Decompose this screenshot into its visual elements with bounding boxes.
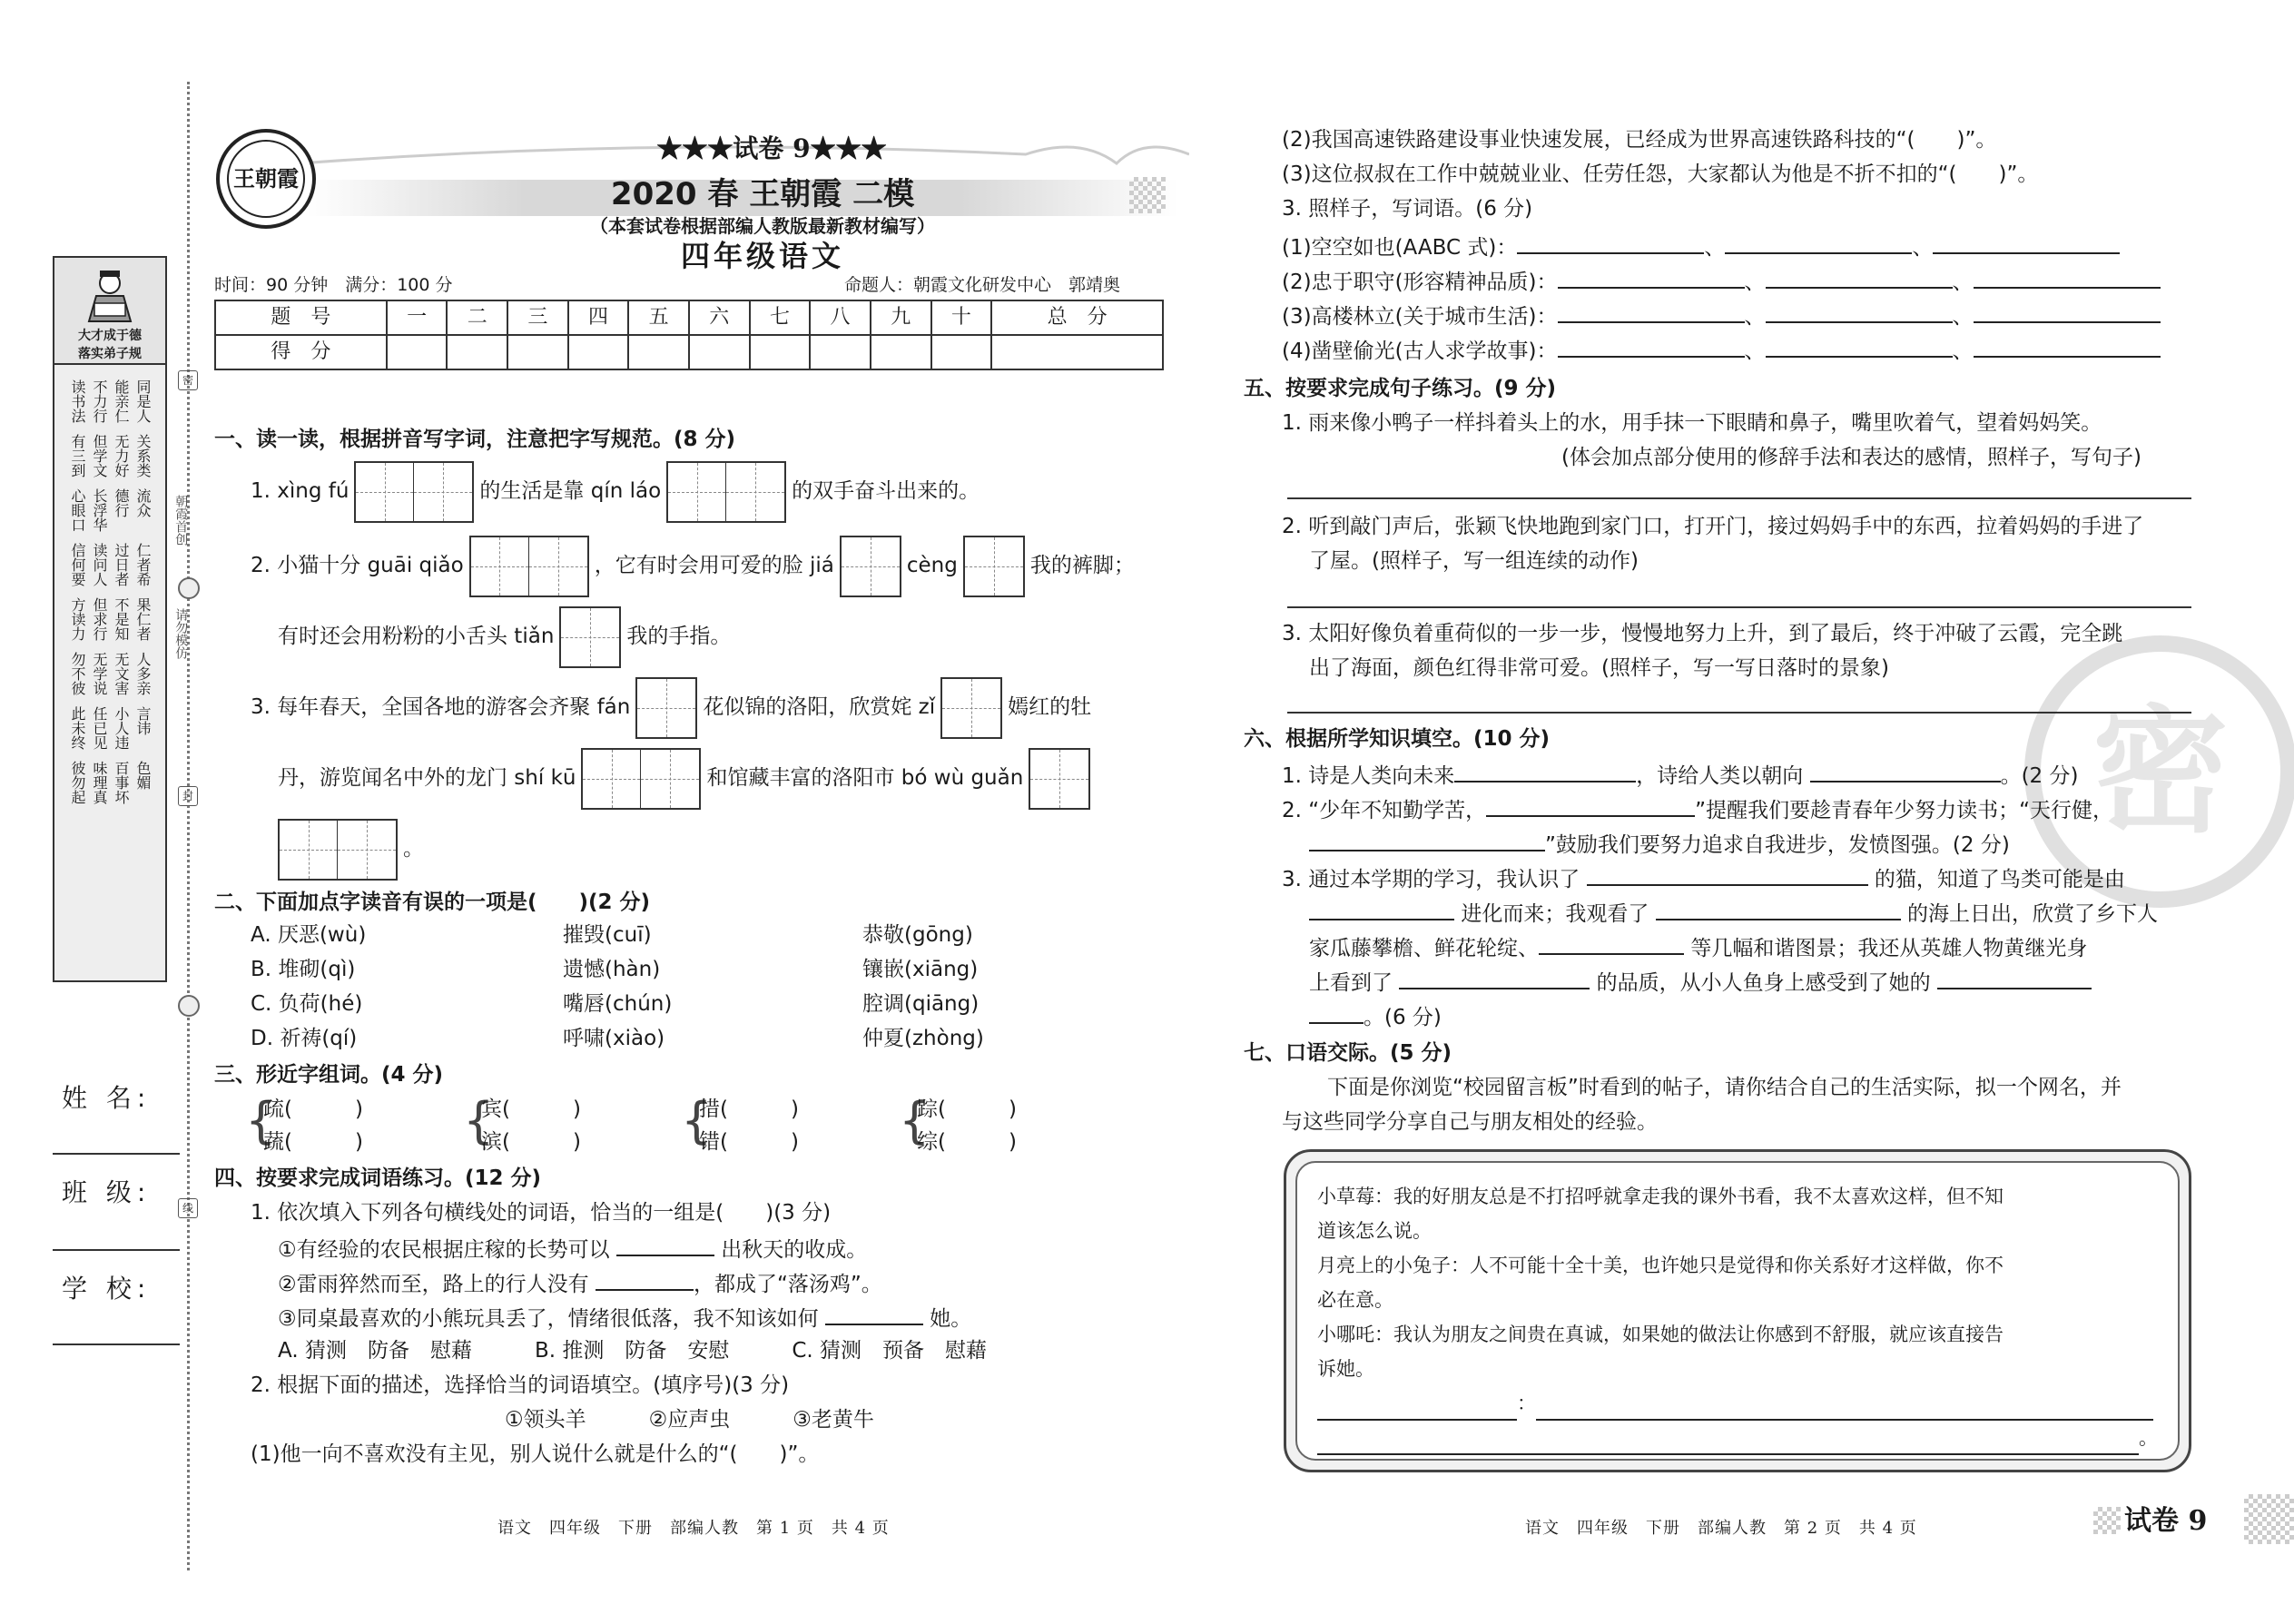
blank[interactable] xyxy=(1558,267,1745,289)
score-table-header-cell: 五 xyxy=(628,300,689,335)
sidebar-verse-column: 心眼口 xyxy=(69,488,86,532)
similar-char-blank[interactable]: 措( ) xyxy=(699,1097,799,1121)
blank[interactable] xyxy=(1937,968,2092,989)
brace-icon: { xyxy=(463,1092,495,1149)
tianzige-box[interactable] xyxy=(963,536,1025,597)
s1-q1-pinyin-1: 1. xìng fú xyxy=(251,479,350,504)
sidebar-verse-column: 果仁者 xyxy=(134,597,152,641)
word-pinyin: 仲夏(zhòng) xyxy=(862,1027,984,1050)
s6-q3-cont2 xyxy=(1309,933,2087,963)
s6-q3-text: 3. 通过本学期的学习，我认识了 xyxy=(1282,868,1580,891)
s4-q1: 1. 依次填入下列各句横线处的词语，恰当的一组是( )(3 分) xyxy=(251,1201,832,1225)
s1-q2-text-1: 2. 小猫十分 guāi qiǎo xyxy=(251,554,464,578)
scholar-icon xyxy=(78,269,142,323)
section-7-title: 七、口语交际。(5 分) xyxy=(1244,1041,1452,1065)
mi-seal-icon: 密 xyxy=(178,370,198,390)
binding-line xyxy=(187,82,190,1570)
reply-field[interactable] xyxy=(1317,1433,2139,1455)
answer-line[interactable] xyxy=(1287,606,2191,608)
s6-q2-cont xyxy=(1309,830,2010,860)
s6-q3-text-4: 的海上日出，欣赏了乡下人 xyxy=(1906,902,2158,926)
s5-q3-cont: 出了海面，颜色红得非常可爱。(照样子，写一写日落时的景象) xyxy=(1309,656,1889,680)
sidebar-verse xyxy=(60,706,160,750)
s4-q1-3 xyxy=(278,1304,971,1334)
message-1-line-2: 道该怎么说。 xyxy=(1317,1220,1432,1242)
name-label: 姓 名: xyxy=(62,1083,152,1113)
blank[interactable] xyxy=(825,1304,923,1325)
s1-q1-pinyin-2: 的生活是靠 qín láo xyxy=(479,479,662,504)
author: 命题人：朝霞文化研发中心 郭靖奥 xyxy=(844,275,1121,295)
word-pinyin: 腔调(qiāng) xyxy=(862,992,980,1016)
checker-decoration xyxy=(2093,1507,2121,1534)
s4-q2-3: (3)这位叔叔在工作中兢兢业业、任劳任怨，大家都认为他是不折不扣的“( )”。 xyxy=(1282,162,2039,186)
s1-q3-cont xyxy=(278,748,1090,810)
exam-title xyxy=(508,174,1017,214)
tianzige-box[interactable] xyxy=(278,819,398,881)
sidebar-verse-column: 有三到 xyxy=(69,434,86,477)
score-table-header-cell: 题 号 xyxy=(215,300,387,335)
score-table-header-cell: 十 xyxy=(931,300,992,335)
blank[interactable] xyxy=(1309,830,1545,851)
s6-q3-text-6: 等几幅和谐图景；我还从英雄人物黄继光身 xyxy=(1690,937,2088,960)
s4-q1-1 xyxy=(278,1235,867,1265)
xian-seal-icon: 线 xyxy=(178,1198,198,1218)
separator: 、 xyxy=(1952,271,1974,294)
score-table-header-row xyxy=(215,300,1163,335)
s1-q2-text-2: ，它有时会用可爱的脸 jiá xyxy=(594,554,834,578)
s1-q1 xyxy=(251,461,980,523)
sidebar-verse xyxy=(60,761,160,804)
separator: 、 xyxy=(1704,236,1726,260)
tianzige-box[interactable] xyxy=(940,677,1002,739)
s6-q3-text-3: 进化而来；我观看了 xyxy=(1461,902,1649,926)
class-label: 班 级: xyxy=(62,1177,152,1207)
s6-q2-text: 2. “少年不知勤学苦， xyxy=(1282,799,1487,822)
blank[interactable] xyxy=(1309,1002,1364,1024)
reply-line-1 xyxy=(1317,1386,2158,1421)
colon: ： xyxy=(1517,1393,1536,1414)
similar-char-blank[interactable]: 综( ) xyxy=(917,1130,1017,1154)
word-pinyin: 呼啸(xiào) xyxy=(563,1027,665,1050)
subject-title: 四年级语文 xyxy=(680,239,844,273)
s4-q3-4-label: (4)凿壁偷光(古人求学故事)： xyxy=(1282,340,1558,363)
sidebar-verse-column: 无学说 xyxy=(91,652,108,695)
exam-badge: 试卷 9 xyxy=(2124,1505,2208,1537)
seal-text-2: 请勿模仿 xyxy=(173,608,189,659)
similar-char-blank[interactable]: 错( ) xyxy=(699,1130,799,1154)
sidebar-verse-column: 读书法 xyxy=(69,379,86,423)
sidebar-verse-column: 关系类 xyxy=(134,434,152,477)
section-4-title: 四、按要求完成词语练习。(12 分) xyxy=(214,1166,542,1190)
sidebar-panel xyxy=(53,256,167,982)
s4-q3-1-label: (1)空空如也(AABC 式)： xyxy=(1282,236,1518,260)
separator: 、 xyxy=(1744,271,1766,294)
blank[interactable] xyxy=(1725,232,1912,254)
tianzige-box[interactable] xyxy=(840,536,901,597)
sidebar-verse-column: 读问人 xyxy=(91,543,108,586)
sidebar-verse-column: 不力行 xyxy=(91,379,108,423)
s6-q3-text-7: 上看到了 xyxy=(1309,971,1393,995)
score-table-header-cell: 三 xyxy=(507,300,568,335)
s1-q2-text-4: 我的裤脚； xyxy=(1029,554,1135,578)
brace-icon: { xyxy=(899,1092,930,1149)
s6-q2-end: ”鼓励我们要努力追求自我进步，发愤图强。(2 分) xyxy=(1545,833,2010,857)
score-table-header-cell: 九 xyxy=(871,300,931,335)
sidebar-verse-column: 但求行 xyxy=(91,597,108,641)
sidebar-verse-column: 方读力 xyxy=(69,597,86,641)
s6-q3-cont4 xyxy=(1309,1002,1442,1032)
section-1-title: 一、读一读，根据拼音写字词，注意把字写规范。(8 分) xyxy=(214,428,736,451)
message-2-line-2: 必在意。 xyxy=(1317,1289,1393,1311)
footer-left: 语文 四年级 下册 部编人教 第 1 页 共 4 页 xyxy=(497,1519,890,1538)
s6-q3-text-8: 的品质，从小人鱼身上感受到了她的 xyxy=(1596,971,1931,995)
choice-option[interactable]: B. 堆砌(qì) xyxy=(251,958,356,981)
blank[interactable] xyxy=(1587,864,1868,886)
section-5-title: 五、按要求完成句子练习。(9 分) xyxy=(1244,377,1557,400)
s4-q1-3-text: ③同桌最喜欢的小熊玩具丢了，情绪很低落，我不知该如何 xyxy=(278,1307,819,1331)
word-pinyin: 镶嵌(xiāng) xyxy=(862,958,979,981)
blank[interactable] xyxy=(1558,301,1745,323)
s1-q3-text-3: 嫣红的牡 xyxy=(1008,695,1092,720)
s6-q1-text-2: ，诗给人类以朝向 xyxy=(1636,764,1804,788)
s6-q3-cont3 xyxy=(1309,968,2092,998)
s1-q2 xyxy=(251,536,1135,597)
score-table-header-cell: 七 xyxy=(750,300,811,335)
score-cell[interactable] xyxy=(991,335,1163,369)
s4-q3: 3. 照样子，写词语。(6 分) xyxy=(1282,197,1533,221)
separator: 、 xyxy=(1952,340,1974,363)
s6-q3 xyxy=(1282,864,2125,894)
footer-right: 语文 四年级 下册 部编人教 第 2 页 共 4 页 xyxy=(1525,1519,1917,1538)
s4-q1-1-text: ①有经验的农民根据庄稼的长势可以 xyxy=(278,1238,610,1262)
s1-q3 xyxy=(251,677,1091,739)
sidebar-verse-column: 德行 xyxy=(113,488,130,517)
separator: 、 xyxy=(1952,305,1974,329)
sidebar-verse-column: 能亲仁 xyxy=(113,379,130,423)
word-pinyin: 摧毁(cuī) xyxy=(563,923,652,947)
score-cell[interactable] xyxy=(447,335,507,369)
brace-icon: { xyxy=(245,1092,277,1149)
blank[interactable] xyxy=(1399,968,1590,989)
sidebar-verse-column: 彼勿起 xyxy=(69,761,86,804)
reply-line-2 xyxy=(1317,1421,2158,1455)
s4-q3-3 xyxy=(1282,301,2161,331)
s6-q1-end: 。(2 分) xyxy=(2000,764,2079,788)
score-cell[interactable] xyxy=(931,335,992,369)
score-table-header-cell: 总 分 xyxy=(991,300,1163,335)
blank[interactable] xyxy=(1974,267,2161,289)
s4-q2-1: (1)他一向不喜欢没有主见，别人说什么就是什么的“( )”。 xyxy=(251,1442,820,1466)
sidebar-verse-column: 但学文 xyxy=(91,434,108,477)
blank[interactable] xyxy=(616,1235,714,1256)
s5-q1-note: (体会加点部分使用的修辞手法和表达的感情，照样子，写句子) xyxy=(1561,446,2141,469)
s4-q1-1-end: 出秋天的收成。 xyxy=(721,1238,868,1262)
sidebar-motto-2: 落实弟子规 xyxy=(78,347,142,361)
s4-q2-options: ①领头羊 ②应声虫 ③老黄牛 xyxy=(505,1408,874,1432)
tianzige-box[interactable] xyxy=(581,748,701,810)
s4-q1-2-end: ，都成了“落汤鸡”。 xyxy=(693,1273,882,1296)
s6-q1-text: 1. 诗是人类向未来 xyxy=(1282,764,1455,788)
s4-q2: 2. 根据下面的描述，选择恰当的词语填空。(填序号)(3 分) xyxy=(251,1373,790,1397)
blank[interactable] xyxy=(1933,232,2120,254)
seal-text-1: 朝霞首创 xyxy=(173,495,189,546)
sidebar-verse-column: 同是人 xyxy=(134,379,152,423)
s4-q1-3-end: 她。 xyxy=(930,1307,972,1331)
score-cell[interactable] xyxy=(628,335,689,369)
similar-char-blank[interactable]: 宾( ) xyxy=(481,1097,581,1121)
sidebar-verse-column: 仁者希 xyxy=(134,543,152,586)
s1-q3-text-2: 花似锦的洛阳，欣赏姹 zǐ xyxy=(703,695,936,720)
blank[interactable] xyxy=(1766,267,1953,289)
similar-char-blank[interactable]: 蔬( ) xyxy=(263,1130,363,1154)
s6-q2 xyxy=(1282,795,2113,825)
score-cell[interactable] xyxy=(871,335,931,369)
message-board xyxy=(1284,1149,2191,1472)
period: 。 xyxy=(2139,1427,2158,1449)
blank[interactable] xyxy=(1974,336,2161,358)
score-cell[interactable] xyxy=(387,335,448,369)
exam-number: ★★★试卷 9★★★ xyxy=(656,133,887,163)
reply-field[interactable] xyxy=(1536,1399,2153,1421)
s6-q3-text-5: 家瓜藤攀檐、鲜花轮绽、 xyxy=(1309,937,1539,960)
s1-q3-cont2 xyxy=(278,819,424,881)
s4-q3-2-label: (2)忠于职守(形容精神品质)： xyxy=(1282,271,1558,294)
exam-title-brand: 王朝霞 xyxy=(749,176,842,212)
s1-q2-text-5: 有时还会用粉粉的小舌头 tiǎn xyxy=(278,625,555,649)
sidebar-motto-1: 大才成于德 xyxy=(78,329,142,343)
tianzige-box[interactable] xyxy=(635,677,697,739)
blank[interactable] xyxy=(1517,232,1704,254)
s5-q2: 2. 听到敲门声后，张颖飞快地跑到家门口，打开门，接过妈妈手中的东西，拉着妈妈的手进了 xyxy=(1282,515,2144,538)
s4-q2-2: (2)我国高速铁路建设事业快速发展，已经成为世界高速铁路科技的“( )”。 xyxy=(1282,128,1997,152)
s6-q1 xyxy=(1282,761,2078,791)
score-table-header-cell: 一 xyxy=(387,300,448,335)
s5-q3: 3. 太阳好像负着重荷似的一步一步，慢慢地努力上升，到了最后，终于冲破了云霞，完全跳 xyxy=(1282,622,2123,645)
tianzige-box[interactable] xyxy=(469,536,589,597)
sidebar-verse-column: 味理真 xyxy=(91,761,108,804)
separator: 、 xyxy=(1912,236,1934,260)
exam-subtitle: （本套试卷根据部编人教版最新教材编写） xyxy=(590,215,935,237)
exam-title-year: 2020 春 xyxy=(610,176,739,212)
nickname-field[interactable] xyxy=(1317,1399,1517,1421)
message-1-line-1: 小草莓：我的好朋友总是不打招呼就拿走我的课外书看，我不太喜欢这样，但不知 xyxy=(1317,1186,2004,1207)
sidebar-verse-column: 此未终 xyxy=(69,706,86,750)
sidebar-verse-column: 百事坏 xyxy=(113,761,130,804)
separator: 、 xyxy=(1744,340,1766,363)
s4-q3-1 xyxy=(1282,232,2120,262)
separator: 、 xyxy=(1744,305,1766,329)
sidebar-verse xyxy=(60,652,160,695)
time-score: 时间：90 分钟 满分：100 分 xyxy=(214,275,453,295)
blank[interactable] xyxy=(1539,933,1684,955)
message-3-line-1: 小哪吒：我认为朋友之间贵在真诚，如果她的做法让你感到不舒服，就应该直接告 xyxy=(1317,1324,2004,1345)
answer-line[interactable] xyxy=(1287,497,2191,499)
sidebar-verse-column: 不是知 xyxy=(113,597,130,641)
sidebar-verse xyxy=(60,379,160,423)
score-cell[interactable] xyxy=(568,335,629,369)
class-field[interactable] xyxy=(53,1249,180,1251)
score-table-header-cell: 六 xyxy=(689,300,750,335)
message-3-line-2: 诉她。 xyxy=(1317,1358,1374,1380)
brand-logo xyxy=(216,129,316,229)
punch-hole-icon xyxy=(178,577,200,599)
section-2-title: 二、下面加点字读音有误的一项是( )(2 分) xyxy=(214,891,651,914)
sidebar-verse-column: 任已见 xyxy=(91,706,108,750)
s1-q2-cont xyxy=(278,606,731,668)
sidebar-verse-column: 言讳 xyxy=(134,706,152,735)
score-table-header-cell: 八 xyxy=(810,300,871,335)
s1-q1-end: 的双手奋斗出来的。 xyxy=(792,479,980,504)
s1-q2-text-6: 我的手指。 xyxy=(626,625,732,649)
sidebar-verse-column: 色媚 xyxy=(134,761,152,790)
sidebar-verse xyxy=(60,488,160,532)
s1-q3-text-5: 和馆藏丰富的洛阳市 bó wù guǎn xyxy=(706,766,1024,791)
word-pinyin: 嘴唇(chún) xyxy=(563,992,673,1016)
blank[interactable] xyxy=(1974,301,2161,323)
sidebar-verse-column: 流众 xyxy=(134,488,152,517)
tianzige-box[interactable] xyxy=(666,461,786,523)
choice-option[interactable]: C. 负荷(hé) xyxy=(251,992,363,1016)
similar-char-blank[interactable]: 踪( ) xyxy=(917,1097,1017,1121)
name-field[interactable] xyxy=(53,1153,180,1155)
score-cell[interactable] xyxy=(750,335,811,369)
exam-title-type: 二模 xyxy=(852,176,915,212)
sidebar-verse-column: 勿不彼 xyxy=(69,652,86,695)
s7-intro-2: 与这些同学分享自己与朋友相处的经验。 xyxy=(1282,1110,1658,1134)
s4-q3-4 xyxy=(1282,336,2161,366)
score-table-header-cell: 四 xyxy=(568,300,629,335)
score-table xyxy=(214,300,1164,370)
tianzige-box[interactable] xyxy=(354,461,474,523)
s4-q3-3-label: (3)高楼林立(关于城市生活)： xyxy=(1282,305,1558,329)
s1-q2-text-3: cèng xyxy=(906,554,958,578)
s6-q3-cont xyxy=(1309,899,2158,929)
s4-q1-2-text: ②雷雨猝然而至，路上的行人没有 xyxy=(278,1273,589,1296)
sidebar-header xyxy=(54,258,165,365)
tianzige-box[interactable] xyxy=(559,606,621,668)
score-cell[interactable] xyxy=(507,335,568,369)
s4-q3-2 xyxy=(1282,267,2161,297)
choice-option[interactable]: A. 厌恶(wù) xyxy=(251,923,367,947)
sidebar-verse-column: 无文害 xyxy=(113,652,130,695)
sidebar-verse xyxy=(60,597,160,641)
score-table-header-cell: 二 xyxy=(447,300,507,335)
answer-line[interactable] xyxy=(1287,712,2191,714)
school-label: 学 校: xyxy=(62,1274,152,1304)
s6-q2-text-2: ”提醒我们要趁青春年少努力读书；“天行健， xyxy=(1695,799,2114,822)
score-cell[interactable] xyxy=(689,335,750,369)
sidebar-verses xyxy=(54,365,165,830)
score-cell[interactable] xyxy=(810,335,871,369)
word-pinyin: 恭敬(gōng) xyxy=(862,923,973,947)
brace-icon: { xyxy=(681,1092,713,1149)
blank[interactable] xyxy=(1558,336,1745,358)
s5-q1: 1. 雨来像小鸭子一样抖着头上的水，用手抹一下眼睛和鼻子，嘴里吹着气，望着妈妈笑。 xyxy=(1282,411,2102,435)
sidebar-verse-column: 人多亲 xyxy=(134,652,152,695)
sidebar-verse-column: 小人违 xyxy=(113,706,130,750)
blank[interactable] xyxy=(1656,899,1901,920)
message-2-line-1: 月亮上的小兔子：人不可能十全十美，也许她只是觉得和你关系好才这样做，你不 xyxy=(1317,1255,2004,1276)
sidebar-verse-column: 长浮华 xyxy=(91,488,108,532)
blank[interactable] xyxy=(1766,301,1953,323)
s5-q2-cont: 了屋。(照样子，写一组连续的动作) xyxy=(1309,549,1639,573)
score-table-score-row xyxy=(215,335,1163,369)
score-table-row-label: 得 分 xyxy=(215,335,387,369)
sidebar-verse-column: 无力好 xyxy=(113,434,130,477)
checker-decoration xyxy=(1129,177,1166,213)
blank[interactable] xyxy=(1486,795,1695,817)
blank[interactable] xyxy=(596,1269,694,1291)
message-board-inner xyxy=(1295,1161,2180,1461)
similar-char-blank[interactable]: 疏( ) xyxy=(263,1097,363,1121)
sidebar-verse-column: 过日者 xyxy=(113,543,130,586)
blank[interactable] xyxy=(1810,761,2001,782)
checker-decoration xyxy=(2244,1494,2294,1544)
s4-q1-options: A. 猜测 防备 慰藉 B. 推测 防备 安慰 C. 猜测 预备 慰藉 xyxy=(278,1339,988,1363)
punch-hole-icon xyxy=(178,995,200,1017)
section-6-title: 六、根据所学知识填空。(10 分) xyxy=(1244,727,1551,751)
word-pinyin: 遗憾(hàn) xyxy=(563,958,661,981)
section-3-title: 三、形近字组词。(4 分) xyxy=(214,1063,444,1087)
sidebar-verse xyxy=(60,543,160,586)
s1-q3-end: 。 xyxy=(403,837,424,861)
brand-logo-text: 王朝霞 xyxy=(227,140,305,218)
blank[interactable] xyxy=(1766,336,1953,358)
s7-intro-1: 下面是你浏览“校园留言板”时看到的帖子，请你结合自己的生活实际，拟一个网名，并 xyxy=(1327,1076,2122,1099)
s1-q3-text-1: 3. 每年春天，全国各地的游客会齐聚 fán xyxy=(251,695,631,720)
school-field[interactable] xyxy=(53,1343,180,1345)
sidebar-verse-column: 信何要 xyxy=(69,543,86,586)
tianzige-box[interactable] xyxy=(1029,748,1090,810)
s6-q3-end: 。(6 分) xyxy=(1364,1006,1442,1029)
sidebar-verse xyxy=(60,434,160,477)
similar-char-blank[interactable]: 滨( ) xyxy=(481,1130,581,1154)
blank[interactable] xyxy=(1454,761,1636,782)
s6-q3-text-2: 的猫，知道了鸟类可能是由 xyxy=(1874,868,2125,891)
confidential-stamp: 密 xyxy=(2024,635,2294,908)
s1-q3-text-4: 丹，游览闻名中外的龙门 shí kū xyxy=(278,766,576,791)
choice-option[interactable]: D. 祈祷(qí) xyxy=(251,1027,358,1050)
feng-seal-icon: 封 xyxy=(178,786,198,806)
s4-q1-2 xyxy=(278,1269,882,1299)
blank[interactable] xyxy=(1309,899,1454,920)
